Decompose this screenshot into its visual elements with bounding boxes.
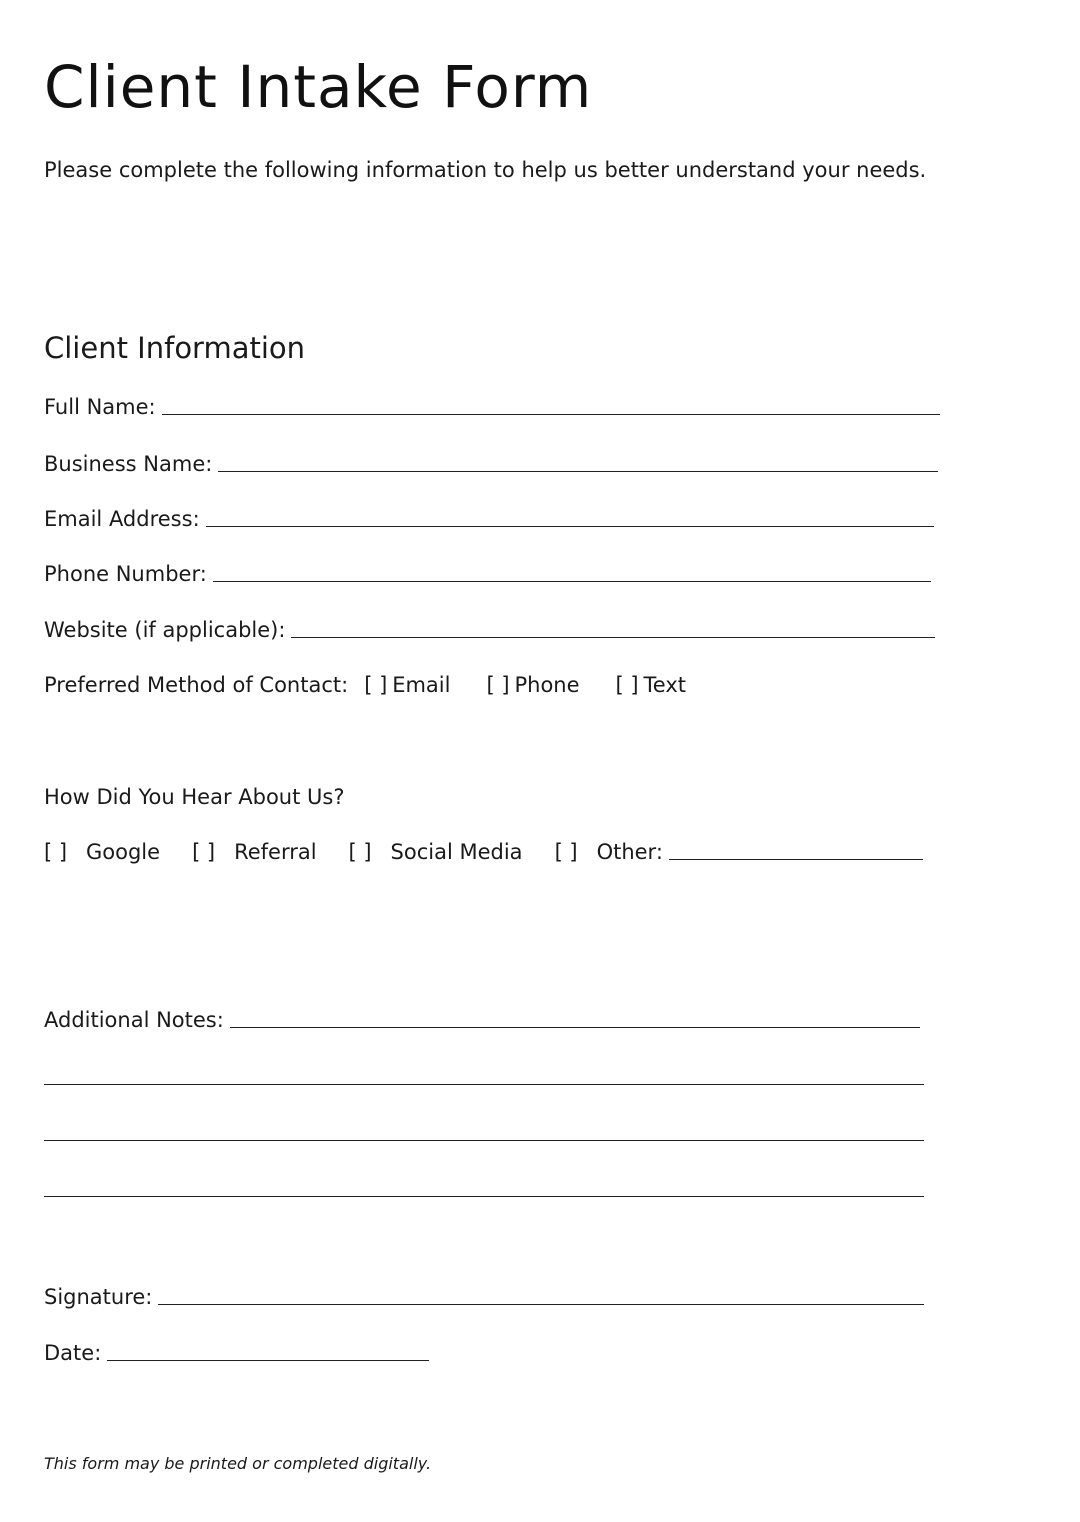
additional-notes-input-line-3[interactable] xyxy=(44,1140,924,1141)
full-name-field xyxy=(44,397,940,418)
additional-notes-label: Additional Notes: xyxy=(44,1008,224,1032)
contact-option-email[interactable] xyxy=(364,675,450,696)
checkbox-phone[interactable]: [ ] xyxy=(486,673,510,697)
form-instructions: Please complete the following information to help us better understand your needs. xyxy=(44,158,927,182)
referral-option-social-media[interactable] xyxy=(349,842,523,863)
date-label: Date: xyxy=(44,1341,102,1365)
section-heading-client-information: Client Information xyxy=(44,331,306,365)
referral-question: How Did You Hear About Us? xyxy=(44,785,345,809)
date-field xyxy=(44,1343,429,1364)
website-label: Website (if applicable): xyxy=(44,618,286,642)
referral-option-other-label: Other: xyxy=(596,840,663,864)
referral-other-input-line[interactable] xyxy=(669,859,923,860)
footer-note: This form may be printed or completed digitally. xyxy=(44,1454,432,1473)
signature-label: Signature: xyxy=(44,1285,153,1309)
referral-option-google[interactable] xyxy=(44,842,160,863)
email-address-label: Email Address: xyxy=(44,507,200,531)
phone-number-input-line[interactable] xyxy=(213,581,931,582)
contact-option-phone[interactable] xyxy=(486,675,579,696)
phone-number-label: Phone Number: xyxy=(44,562,207,586)
website-field xyxy=(44,620,935,641)
checkbox-text[interactable]: [ ] xyxy=(615,673,639,697)
referral-option-other[interactable] xyxy=(555,842,663,863)
referral-option-google-label: Google xyxy=(86,840,161,864)
business-name-label: Business Name: xyxy=(44,452,213,476)
contact-option-text[interactable] xyxy=(616,675,686,696)
checkbox-social-media[interactable]: [ ] xyxy=(348,840,372,864)
phone-number-field xyxy=(44,564,931,585)
business-name-input-line[interactable] xyxy=(218,471,938,472)
full-name-input-line[interactable] xyxy=(162,414,940,415)
page-title: Client Intake Form xyxy=(44,53,593,121)
signature-input-line[interactable] xyxy=(158,1304,924,1305)
contact-option-text-label: Text xyxy=(643,673,687,697)
additional-notes-input-line-1[interactable] xyxy=(230,1027,920,1028)
referral-option-social-media-label: Social Media xyxy=(390,840,523,864)
contact-option-email-label: Email xyxy=(392,673,451,697)
contact-option-phone-label: Phone xyxy=(514,673,580,697)
referral-option-referral[interactable] xyxy=(192,842,316,863)
date-input-line[interactable] xyxy=(107,1360,429,1361)
checkbox-other[interactable]: [ ] xyxy=(554,840,578,864)
full-name-label: Full Name: xyxy=(44,395,156,419)
signature-field xyxy=(44,1287,924,1308)
preferred-contact-row xyxy=(44,675,686,696)
checkbox-email[interactable]: [ ] xyxy=(364,673,388,697)
email-address-field xyxy=(44,509,934,530)
website-input-line[interactable] xyxy=(291,637,935,638)
referral-option-referral-label: Referral xyxy=(234,840,317,864)
preferred-contact-label: Preferred Method of Contact: xyxy=(44,673,349,697)
additional-notes-field xyxy=(44,1010,920,1031)
additional-notes-input-line-4[interactable] xyxy=(44,1196,924,1197)
checkbox-referral[interactable]: [ ] xyxy=(192,840,216,864)
business-name-field xyxy=(44,454,938,475)
email-address-input-line[interactable] xyxy=(206,526,934,527)
checkbox-google[interactable]: [ ] xyxy=(44,840,68,864)
referral-options-row xyxy=(44,842,923,863)
additional-notes-input-line-2[interactable] xyxy=(44,1084,924,1085)
